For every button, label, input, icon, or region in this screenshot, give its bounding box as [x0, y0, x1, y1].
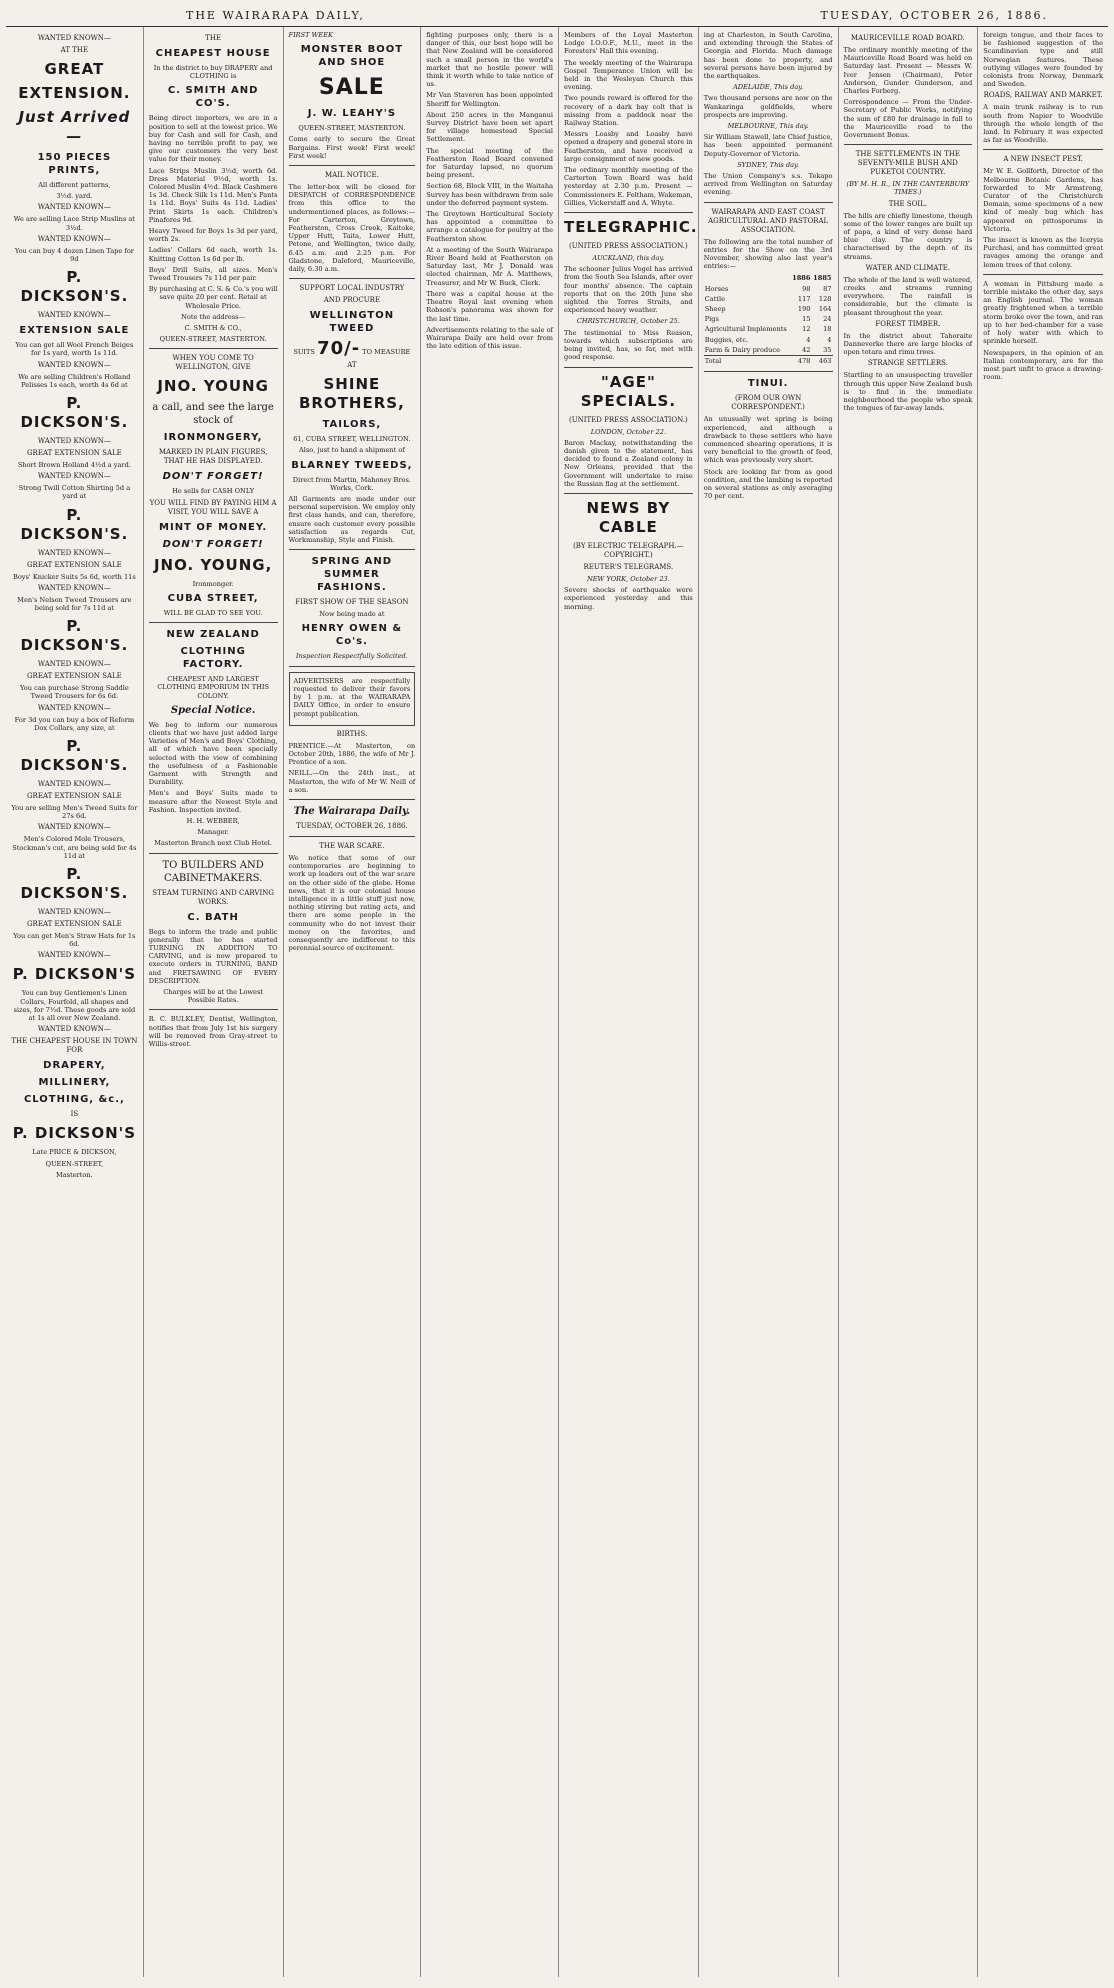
table-row	[704, 314, 833, 324]
ad-brand: P. DICKSON'S.	[20, 505, 129, 543]
ad-text: By purchasing at C. S. & Co.'s you will save quite 20 per cent. Retail at Wholesale Price.	[148, 285, 278, 310]
table-cell: Agricultural Implements	[704, 325, 787, 334]
section-subheading: (UNITED PRESS ASSOCIATION.)	[568, 242, 688, 251]
ad-heading: TO BUILDERS AND CABINETMAKERS.	[162, 859, 264, 884]
article-text: The special meeting of the Featherston Road Board convened for Saturday lapsed, no quorum being present.	[426, 146, 553, 180]
ad-text: THE	[205, 34, 222, 42]
table-cell: 87	[823, 284, 832, 293]
ad-text: 3½d. yard.	[56, 192, 93, 201]
ad-brand: P. DICKSON'S.	[20, 617, 129, 655]
ad-text: Late PRICE & DICKSON,	[32, 1148, 117, 1157]
ad-heading: WANTED KNOWN—	[37, 780, 111, 789]
section-subheading: ROADS, RAILWAY AND MARKET.	[983, 91, 1103, 100]
table-row	[704, 335, 833, 345]
article-text: Advertisements relating to the sale of Wairarapa Daily are held over from the late edition of this issue.	[426, 325, 553, 351]
table-row	[704, 345, 833, 356]
masthead-date: TUESDAY, OCTOBER 26, 1886.	[820, 8, 1048, 22]
section-subheading: WATER AND CLIMATE.	[865, 263, 951, 272]
section-heading: A NEW INSECT PEST.	[1003, 155, 1083, 164]
ad-brand: HENRY OWEN & Co's.	[301, 623, 403, 648]
section-heading: TINUI.	[747, 378, 789, 390]
article-text: Sir William Stawell, late Chief Justice, has been appointed permanent Deputy-Governor of Victoria.	[703, 133, 833, 158]
ad-text: YOU WILL FIND BY PAYING HIM A VISIT, YOU WILL SAVE A	[149, 498, 277, 516]
section-heading: THE WAR SCARE.	[319, 841, 385, 850]
ad-text: Short Brown Holland 4½d a yard.	[17, 461, 131, 470]
ad-heading: 150 PIECES PRINTS,	[37, 152, 112, 176]
dateline: AUCKLAND, this day.	[592, 254, 665, 263]
divider	[564, 493, 693, 494]
ad-heading: WANTED KNOWN—	[37, 360, 111, 369]
ad-brand: P. DICKSON'S.	[20, 394, 129, 432]
article-text: Correspondence — From the Under-Secretary of Public Works, notifying the sum of £80 for drainage in full to the Mauriceville road to the Government Bonus.	[843, 98, 973, 140]
ad-heading: MINT OF MONEY.	[159, 521, 268, 533]
article-text: Newspapers, in the opinion of an Italian contemporary, are for the most part unfit to grace a drawing-room.	[983, 348, 1104, 382]
divider	[289, 165, 416, 166]
ad-text: H. H. WEBBER,	[186, 816, 240, 825]
ad-brand: SHINE BROTHERS,	[298, 375, 405, 413]
table-cell: Sheep	[704, 305, 726, 314]
ad-text: For 3d you can buy a box of Reform Dox Collars, any size, at	[14, 715, 135, 732]
ad-heading: MILLINERY,	[38, 1077, 111, 1089]
table-row	[704, 304, 833, 314]
ad-text: Manager.	[197, 828, 229, 837]
ad-heading	[289, 31, 416, 39]
paper-date: TUESDAY, OCTOBER 26, 1886.	[296, 821, 408, 830]
section-subheading: REUTER'S TELEGRAMS.	[583, 562, 674, 571]
article-text: A woman in Pittsburg made a terrible mistake the other day, says an English journal. The woman greatly frightened when a terrible storm broke over the town, and ran up to her bed-chamber for a vase of holy water with which to sprinkle herself.	[983, 279, 1104, 346]
table-cell: 190	[797, 305, 811, 314]
ad-heading: IRONMONGERY,	[163, 432, 263, 444]
article-text: The testimonial to Miss Reason, towards which subscriptions are being invited, has, so far, met with good response.	[564, 328, 693, 362]
ad-heading: CHEAPEST HOUSE	[155, 48, 271, 59]
ad-text: Ladies' Collars 6d each, worth 1s. Knitting Cotton 1s 6d per lb.	[148, 246, 278, 263]
ad-heading: CLOTHING FACTORY.	[180, 646, 246, 671]
ad-heading: GREAT	[44, 60, 105, 78]
table-header	[704, 273, 791, 283]
dateline: LONDON, October 22.	[590, 427, 667, 436]
table-header: 1886	[792, 274, 811, 283]
ad-text: Boys' Drill Suits, all sizes. Men's Tweed Trousers 7s 11d per pair.	[148, 265, 278, 283]
ad-heading: STEAM TURNING AND CARVING WORKS.	[152, 888, 274, 906]
ad-heading: BLARNEY TWEEDS,	[291, 459, 413, 471]
birth-notice: NEILL.—On the 24th inst., at Masterton, the wife of Mr W. Neill of a son.	[288, 769, 416, 794]
ad-text: Men's and Boys' Suits made to measure after the Newest Style and Fashion. Inspection invited.	[148, 789, 278, 814]
ad-text: QUEEN-STREET, MASTERTON.	[159, 335, 267, 344]
divider	[983, 274, 1103, 275]
ad-text: FIRST SHOW OF THE SEASON	[295, 598, 409, 607]
table-row	[704, 324, 833, 334]
article-text: fighting purposes only, there is a danger of this, our best hope will be that New Zealand will be considered such a small person in the world's market that no hostile power will think it worth while to take notice of us.	[426, 31, 553, 89]
table-cell: 4	[806, 335, 811, 344]
article-text: The following are the total number of entries for the Show on the 3rd November, showing also last year's entries:—	[703, 237, 833, 271]
ad-text: All Garments are made under our personal supervision. We employ only first class hands, and can, therefore, ensure each customer every possible satisfaction as regards Cut, Workmanship, Style and Finish.	[288, 495, 416, 545]
ad-text: SUITS	[293, 348, 315, 357]
table-cell: Farm & Dairy produce	[704, 345, 780, 354]
article-text: A main trunk railway is to run south from Napier to Woodville through the whole length of the land. In February it was expected as far as Woodville.	[983, 103, 1104, 145]
table-cell: 24	[823, 315, 832, 324]
dateline: SYDNEY, This day.	[737, 160, 799, 169]
masthead-title: THE WAIRARAPA DAILY,	[186, 8, 365, 22]
ad-heading: EXTENSION SALE	[19, 325, 130, 337]
column-cables-show	[699, 27, 839, 1977]
ad-text: You can get all Wool French Beiges for 1s yard, worth 1s 11d.	[15, 341, 134, 358]
section-subheading: THE SOIL.	[888, 199, 928, 208]
ad-brand: P. DICKSON'S.	[20, 268, 129, 306]
section-heading: NEWS BY CABLE	[586, 498, 671, 536]
article-text: There was a capital house at the Theatre Royal last evening when Robson's panorama was shown for the last time.	[426, 289, 553, 323]
ad-heading: DON'T FORGET!	[162, 538, 264, 550]
divider	[564, 212, 693, 213]
article-text: Two thousand persons are now on the Wankaringa goldfields, where prospects are improving.	[703, 94, 833, 119]
table-cell: 12	[802, 325, 811, 334]
article-text: The hills are chiefly limestone, though some of the lower ranges are built up of papa, a kind of very dense hard blue clay. The country is characterised by the depth of its streams.	[843, 211, 973, 261]
ad-text: You can buy Gentlemen's Linen Collars, Fourfold, all shapes and sizes, for 7½d. These goods are sold at 1s all over New Zealand.	[13, 989, 136, 1023]
ad-brand: J. W. LEAHY'S	[307, 108, 397, 120]
section-heading: WAIRARAPA AND EAST COAST AGRICULTURAL AND PASTORAL ASSOCIATION.	[708, 207, 829, 234]
table-cell: 42	[802, 345, 811, 354]
ad-heading: WANTED KNOWN—	[37, 203, 111, 212]
section-heading: MAIL NOTICE.	[324, 171, 379, 180]
ad-text: MARKED IN PLAIN FIGURES, THAT HE HAS DISPLAYED.	[158, 448, 268, 466]
birth-notice: PRENTICE.—At Masterton, on October 20th, 1886, the wife of Mr J. Prentice of a son.	[288, 741, 416, 767]
article-text: Startling to an unsuspecting traveller through this upper New Zealand bush is to find in the immediate neighbourhood the people who speak the tongues of far-away lands.	[843, 371, 973, 413]
ad-heading: WANTED KNOWN—	[37, 908, 111, 917]
ad-brand: P. DICKSON'S.	[20, 865, 129, 903]
section-heading: MAURICEVILLE ROAD BOARD.	[850, 34, 965, 42]
ad-heading: GREAT EXTENSION SALE	[26, 672, 122, 681]
ad-heading: SUPPORT LOCAL INDUSTRY	[299, 284, 405, 293]
table-row	[704, 284, 833, 294]
article-text: The ordinary monthly meeting of the Carterton Town Board was held yesterday at 2.30 p.m. Present — Commissioners E. Feltham, Wakeman, Gillies, Vickerstaff and A. Whyte.	[564, 166, 693, 207]
divider	[289, 549, 416, 550]
ad-text: He sells for CASH ONLY	[172, 487, 255, 496]
ad-heading: CLOTHING, &c.,	[23, 1094, 125, 1106]
article-text: Mr Van Staveren has been appointed Sheriff for Wellington.	[426, 91, 553, 108]
ad-text: Men's Colored Mole Trousers, Stockman's cut, are being sold for 4s 11d at	[12, 835, 137, 860]
table-cell: 15	[802, 315, 811, 324]
entries-table	[704, 273, 833, 366]
ad-heading: WANTED KNOWN—	[37, 311, 111, 320]
article-text: About 250 acres in the Manganui Survey District have been set apart for village homestead Special Settlement.	[426, 110, 553, 144]
ad-text: FIRST WEEK	[288, 31, 333, 39]
ad-text: Charges will be at the Lowest Possible Rates.	[163, 987, 263, 1005]
ad-heading: DRAPERY,	[43, 1060, 106, 1072]
ad-heading: WANTED KNOWN—	[37, 234, 111, 243]
article-text: Two pounds reward is offered for the recovery of a dark bay colt that is missing from a paddock near the Railway Station.	[564, 94, 693, 128]
article-text: The Greytown Horticultural Society has appointed a committee to arrange a catalogue for poultry at the Featherston show.	[426, 210, 553, 243]
ad-text: Come early to secure the Great Bargains. First week! First week! First week!	[288, 135, 416, 160]
ad-text: We beg to inform our numerous clients that we have just added large Varieties of Men's and Boys' Clothing, all of which have been specially selected with the view of combining the usefulness of a Fashionable Garment with Strength and Durability.	[148, 720, 278, 787]
ad-text: All different patterns,	[38, 181, 111, 189]
ad-text: Masterton Branch next Club Hotel.	[154, 839, 272, 848]
divider	[844, 144, 973, 145]
ad-text: QUEEN-STREET, MASTERTON.	[298, 124, 406, 133]
ad-text: We are selling Children's Holland Pelisses 1s each, worth 4s 6d at	[18, 372, 131, 389]
article-text: Stock are looking far from as good condition, and the lambing is reported on several stations as only averaging 70 per cent.	[703, 467, 833, 501]
article-text: The weekly meeting of the Wairarapa Gospel Temperance Union will be held in the Wesleyan Church this evening.	[564, 58, 693, 92]
table-cell: 98	[802, 284, 811, 293]
divider	[289, 799, 416, 800]
ad-heading: WANTED KNOWN—	[37, 1025, 111, 1034]
ad-heading: WANTED KNOWN—	[37, 703, 111, 712]
column-settlements-cont	[978, 27, 1108, 1977]
ad-text: WILL BE GLAD TO SEE YOU.	[163, 608, 263, 617]
table-cell: Horses	[704, 284, 729, 293]
ad-text: AND PROCURE	[323, 296, 381, 305]
column-local-news	[421, 27, 559, 1977]
article-text: The letter-box will be closed for DESPATCH of CORRESPONDENCE from this office to the undermentioned places, as follows:— For Carterton, Greytown, Featherston, Cross Creek, Kaitoke, Upper Hutt, Taita, Lower Hutt, Petone, and Wellington, twice daily, 6.45 a.m. and 2.25 p.m. For Gladstone, Daleford, Mauriceville, daily, 6.30 a.m.	[288, 183, 416, 274]
ad-heading: THE CHEAPEST HOUSE IN TOWN FOR	[11, 1037, 138, 1055]
divider	[289, 278, 416, 279]
article-text: foreign tongue, and their faces to be fashioned suggestion of the Scandinavian type and still Norwegian features. These outlying villages were founded by colonists from Norway, Denmark and Sweden.	[983, 31, 1104, 89]
table-cell: 117	[797, 294, 811, 303]
ad-text: Strong Twill Cotton Shirting 5d a yard at	[18, 484, 131, 501]
ad-price-line	[289, 339, 416, 358]
ad-brand: JNO. YOUNG,	[153, 555, 273, 574]
table-cell: 463	[818, 357, 832, 366]
dateline: NEW YORK, October 23.	[586, 574, 670, 583]
section-subheading: (UNITED PRESS ASSOCIATION.)	[568, 415, 688, 424]
dateline: MELBOURNE, This day.	[727, 122, 809, 131]
article-text: Messrs Loasby and Loasby have opened a drapery and general store in Featherston, and have received a large consignment of new goods.	[564, 130, 693, 163]
ad-text: R. C. BULKLEY, Dentist, Wellington, notifies that from July 1st his surgery will be removed from Gray-street to Willis-street.	[148, 1015, 278, 1048]
ad-text: WHEN YOU COME TO WELLINGTON, GIVE	[172, 354, 254, 372]
ad-heading: GREAT EXTENSION SALE	[26, 792, 122, 801]
table-cell: 164	[818, 305, 832, 314]
article-text: The ordinary monthly meeting of the Mauriceville Road Board was held on Saturday last. Present — Messrs W. Iver Jensen (Chairman), Peter Anderson, Gunder Gunderson, and Charles Forberg.	[843, 46, 973, 96]
ad-heading: GREAT EXTENSION SALE	[26, 560, 122, 569]
ad-text: You are selling Men's Tweed Suits for 27s 6d.	[11, 804, 138, 821]
ad-heading: WANTED KNOWN—	[37, 548, 111, 557]
ad-brand: P. DICKSON'S	[12, 1124, 137, 1143]
ad-text: Lace Strips Muslin 3½d, worth 6d. Dress Material 9½d, worth 1s. Colored Muslin 4½d. Black Cashmere 1s 3d. Check Silk 1s 11d. Men's Pants 1s 11d. Boys' Suits 4s 11d. Ladies' Print Skirts 1s each. Children's Pinafores 9d.	[148, 166, 278, 224]
ad-heading: WELLINGTON TWEED	[309, 310, 395, 335]
ad-text: Men's Nelson Tweed Trousers are being sold for 7s 11d at	[17, 595, 132, 613]
ad-text: We are selling Lace Strip Muslins at 3½d.	[13, 215, 135, 232]
ad-text: You can buy 4 dozen Linen Tape for 9d	[14, 246, 134, 264]
article-text: ing at Charleston, in South Carolina, and extending through the States of Georgia and Florida. Much damage has been done to property, and several persons have been injured by the earthquakes.	[703, 31, 833, 81]
ad-text: TO MEASURE	[362, 348, 411, 357]
ad-text: 61, CUBA STREET, WELLINGTON.	[293, 435, 411, 444]
ad-brand: C. BATH	[187, 911, 239, 923]
section-heading: THE SETTLEMENTS IN THE SEVENTY-MILE BUSH AND PUKETOI COUNTRY.	[855, 150, 961, 177]
ad-text: You can purchase Strong Saddle Tweed Trousers for 6s 6d.	[20, 684, 129, 701]
table-cell: 35	[823, 345, 832, 354]
ad-text: a call, and see the large stock of	[152, 402, 274, 427]
article-text: Section 68, Block VIII, in the Waitaha Survey has been withdrawn from sale under the deferred payment system.	[426, 182, 553, 207]
ad-heading: NEW ZEALAND	[166, 629, 260, 641]
ad-text: In the district to buy DRAPERY and CLOTHING is	[153, 64, 273, 81]
table-header: 1885	[813, 274, 832, 283]
table-cell: 4	[827, 335, 832, 344]
ad-brand: P. DICKSON'S.	[20, 737, 129, 775]
ad-text: Direct from Martin, Mahoney Bros. Works, Cork.	[292, 475, 411, 492]
columns	[6, 27, 1108, 1977]
ad-text: AT THE	[60, 46, 89, 54]
notice-text: ADVERTISERS are respectfully requested to deliver their favors by 1 p.m. at the WAIRARAPA DAILY Office, in order to ensure prompt publication.	[293, 676, 411, 718]
masthead	[6, 4, 1108, 27]
ad-text: Now being made at	[319, 610, 385, 619]
ad-text: Being direct importers, we are in a position to sell at the lowest price. We buy for Cash and sell for Cash, and having no terrible profit to pay, we give our customers the very best value for their money.	[148, 114, 278, 164]
article-text: At a meeting of the South Wairarapa River Board held at Featherston on Saturday last, Mr J. Donald was elected chairman, Mr A. Matthews, Treasurer, and Mr W. Buck, Clerk.	[426, 245, 553, 287]
ad-heading: WANTED KNOWN—	[37, 583, 111, 592]
ad-heading: GREAT EXTENSION SALE	[26, 920, 122, 929]
ad-text: Masterton.	[56, 1170, 93, 1179]
ad-text: Ironmonger.	[192, 579, 234, 588]
ad-heading: Just Arrived—	[18, 108, 131, 145]
divider	[149, 853, 278, 854]
column-ads-editorial	[284, 27, 422, 1977]
ad-heading: SALE	[318, 75, 385, 101]
table-cell: Buggies, etc.	[704, 335, 749, 344]
ad-heading: DON'T FORGET!	[162, 471, 264, 483]
section-heading: "AGE" SPECIALS.	[580, 372, 677, 410]
divider	[149, 1009, 278, 1010]
table-cell: Cattle	[704, 294, 726, 303]
ad-text: QUEEN-STREET,	[45, 1159, 104, 1168]
ad-heading: WANTED KNOWN—	[37, 823, 111, 832]
dateline: ADELAIDE, This day.	[733, 83, 804, 92]
table-cell: 128	[818, 294, 832, 303]
column-mauriceville	[839, 27, 979, 1977]
ad-text: Heavy Tweed for Boys 1s 3d per yard, worth 2s.	[148, 227, 278, 244]
ad-text: Boys' Knicker Suits 5s 6d, worth 11s	[12, 572, 136, 581]
ad-text: Note the address—	[181, 312, 246, 321]
article-text: The Union Company's s.s. Tekapo arrived from Wellington on Saturday evening.	[703, 172, 833, 197]
article-text: Baron Mackay, notwithstanding the danish given to the statement, has decided to found a Zealand colony in New Orleans, provided that the Government will undertake to raise the Russian flag at the settlement.	[564, 438, 693, 488]
section-subheading: STRANGE SETTLERS.	[867, 359, 948, 368]
section-subheading: (BY ELECTRIC TELEGRAPH.—COPYRIGHT.)	[573, 541, 684, 559]
dateline: CHRISTCHURCH, October 25.	[576, 317, 680, 326]
notice-box	[289, 672, 416, 726]
section-subheading: FOREST TIMBER.	[875, 319, 941, 328]
section-heading: TELEGRAPHIC.	[564, 218, 698, 237]
article-text: Mr W. E. Gollforth, Director of the Melbourne Botanic Gardens, has forwarded to Mr Armstrong, Curator of the Christchurch Domain, some specimens of a new kind of mealy bug which has appeared on pittosporums in Victoria.	[983, 167, 1104, 233]
ad-heading: EXTENSION.	[18, 84, 131, 102]
divider	[983, 149, 1103, 150]
article-text: The insect is known as the Iceryia Purchasi, and has committed great ravages among the orange and lemon trees of that colony.	[983, 236, 1104, 269]
article-text: The whole of the land is well watered, creeks and streams running everywhere. The rainfall is considerable, but the climate is pleasant throughout the year.	[843, 275, 973, 317]
ad-text: CHEAPEST AND LARGEST CLOTHING EMPORIUM IN THIS COLONY.	[157, 675, 270, 700]
divider	[704, 202, 833, 203]
ad-brand: P. DICKSON'S	[12, 965, 137, 984]
divider	[564, 367, 693, 368]
ad-price: 70/-	[317, 338, 361, 360]
table-total-row	[704, 356, 833, 367]
ad-text: Begs to inform the trade and public generally that he has started TURNING IN ADDITION TO CARVING, and is now prepared to execute orders in TURNING, BAND and FRETSAWING OF EVERY DESCRIPTION.	[148, 927, 278, 985]
article-text: We notice that some of our contemporaries are beginning to work up leaders out of the war scare on the other side of the globe. Home news, that it is our colonial house intelligence in a little stuff just now, nothing stirring but rating acts, and there are some people in the community who do not invest their money on the favorites, and consequently are indifferent to this perennial source of excitement.	[288, 853, 416, 953]
ad-text: Also, just to hand a shipment of	[298, 446, 405, 455]
ad-heading: WANTED KNOWN—	[37, 951, 111, 960]
table-cell: Pigs	[704, 315, 719, 324]
ad-heading: SPRING AND SUMMER FASHIONS.	[311, 556, 393, 594]
divider	[704, 371, 833, 372]
article-text: An unusually wet spring is being experienced, and although a drawback to these settlers who have commenced shearing operations, it is very beneficial to the growth of feed, which was previously very short.	[703, 415, 833, 465]
ad-heading: WANTED KNOWN—	[37, 472, 111, 481]
article-text: The schooner Julius Vogel has arrived from the South Sea Islands, after over four months' absence. The captain reports that on the 20th June she sighted the Torres Straits, and experienced heavy weather.	[564, 265, 693, 315]
table-cell: Total	[704, 357, 722, 366]
column-dickson	[6, 27, 144, 1977]
article-text: Severe shocks of earthquake were experienced yesterday and this morning.	[564, 586, 693, 611]
ad-text: You can get Men's Straw Hats for 1s 6d.	[13, 932, 136, 949]
ad-brand: C. SMITH AND CO'S.	[167, 85, 259, 110]
ad-heading: WANTED KNOWN—	[37, 437, 111, 446]
table-row	[704, 294, 833, 304]
paper-title: The Wairarapa Daily.	[293, 805, 411, 817]
column-smith-young	[144, 27, 284, 1977]
ad-heading: MONSTER BOOT AND SHOE	[300, 44, 404, 69]
ad-text: Inspection Respectfully Solicited.	[295, 652, 408, 661]
table-cell: 18	[823, 325, 832, 334]
ad-heading: Special Notice.	[170, 704, 256, 716]
section-subheading: (FROM OUR OWN CORRESPONDENT.)	[731, 394, 805, 412]
article-text: In the district about Tahoraite Danneverke there are large blocks of open totara and rimu trees.	[843, 331, 973, 357]
column-telegraphic	[559, 27, 699, 1977]
divider	[289, 836, 416, 837]
ad-heading: WANTED KNOWN—	[37, 660, 111, 669]
section-heading: BIRTHS.	[336, 729, 368, 738]
ad-heading: TAILORS,	[322, 419, 382, 431]
ad-brand: JNO. YOUNG	[157, 377, 269, 396]
ad-heading: GREAT EXTENSION SALE	[26, 449, 122, 458]
divider	[289, 666, 416, 667]
ad-text: IS	[70, 1110, 79, 1119]
section-subheading: (BY M. H. R., IN THE CANTERBURY TIMES.)	[846, 180, 970, 197]
divider	[149, 348, 278, 349]
divider	[149, 622, 278, 623]
article-text: Members of the Loyal Masterton Lodge I.O.O.F., M.U., meet in the Foresters' Hall this evening.	[564, 31, 693, 56]
table-header-row	[704, 273, 833, 283]
ad-heading: CUBA STREET,	[167, 592, 259, 604]
ad-heading: WANTED KNOWN—	[37, 34, 111, 42]
ad-text: AT	[347, 361, 357, 370]
table-cell: 478	[797, 357, 811, 366]
ad-text: C. SMITH & CO.,	[184, 324, 242, 333]
